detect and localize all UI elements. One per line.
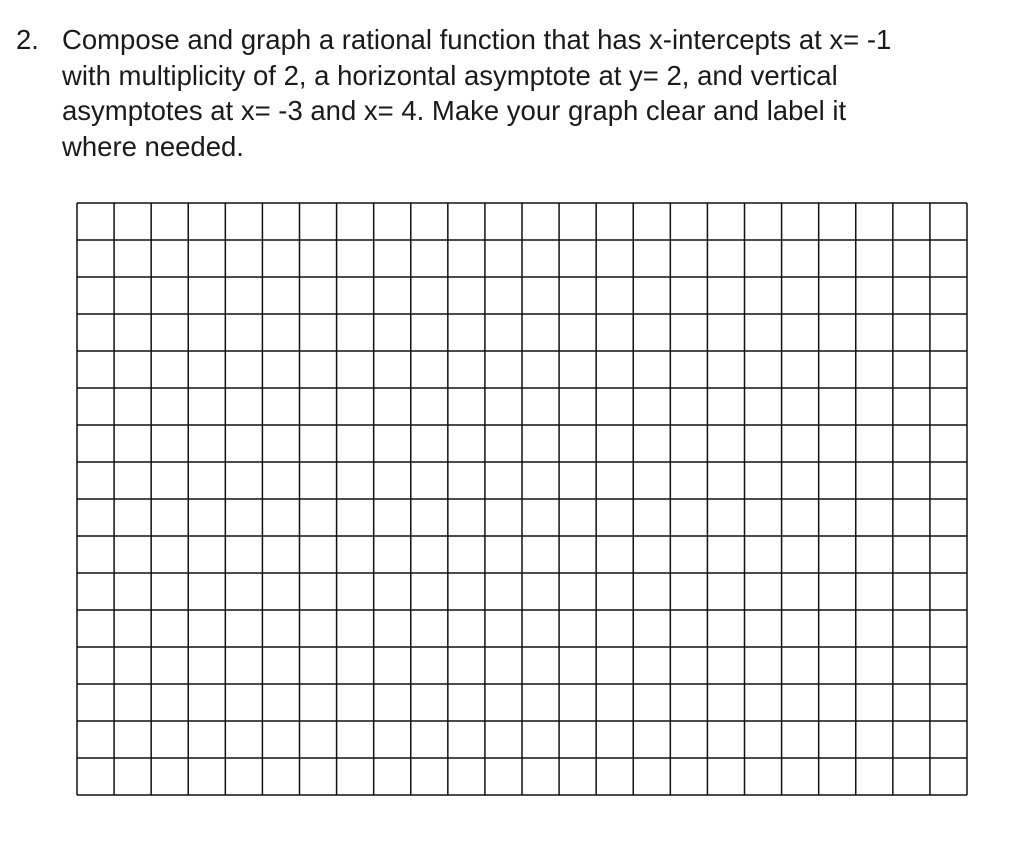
graph-paper[interactable] — [76, 202, 968, 796]
problem-text-line: where needed. — [62, 130, 244, 162]
problem-number: 2. — [16, 24, 39, 55]
problem-text-line: asymptotes at x= -3 and x= 4. Make your graph clear and label it — [62, 95, 847, 126]
problem-text-line: with multiplicity of 2, a horizontal asymptote at y= 2, and vertical — [62, 59, 838, 91]
problem-text — [62, 22, 962, 164]
graph-grid[interactable] — [76, 202, 968, 796]
problem-text-line: Compose and graph a rational function that has x-intercepts at x= -1 — [62, 24, 892, 55]
problem-statement — [16, 22, 1006, 164]
